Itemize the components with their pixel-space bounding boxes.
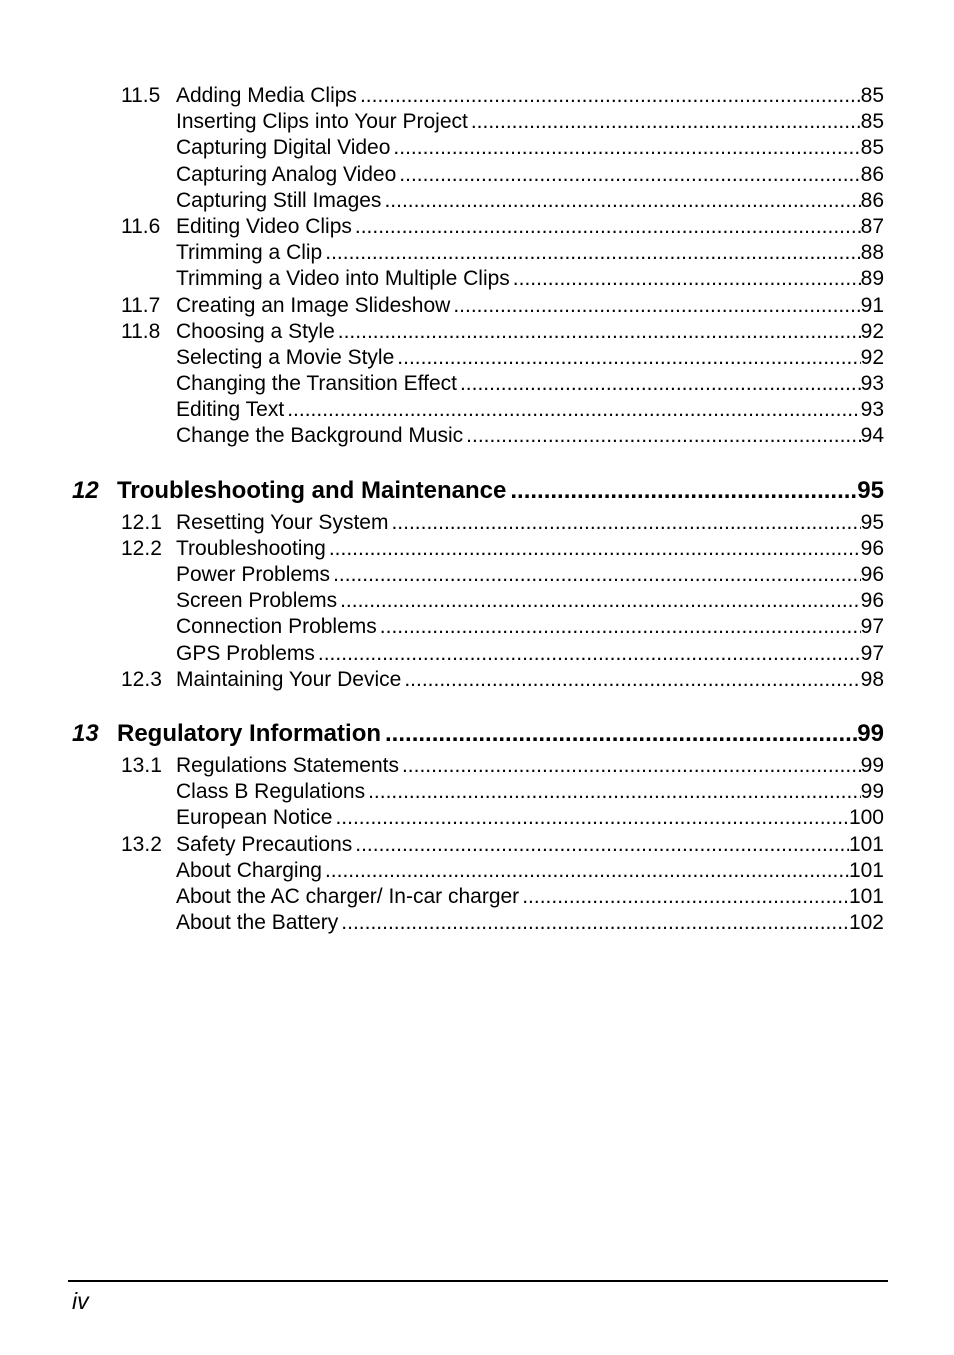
toc-leader-line <box>117 474 884 508</box>
toc-leader-line <box>176 667 884 693</box>
toc-page-number: 98 <box>860 667 884 691</box>
toc-subsection-entry[interactable] <box>0 266 954 292</box>
toc-page-number: 93 <box>860 372 884 396</box>
toc-subsection-entry[interactable] <box>0 641 954 667</box>
dot-leader <box>315 641 861 667</box>
toc-leader-line <box>176 109 884 135</box>
toc-leader-line <box>176 135 884 161</box>
toc-page-number: 96 <box>860 589 884 613</box>
dot-leader <box>396 162 860 188</box>
toc-leader-line <box>176 240 884 266</box>
toc-page-number: 95 <box>860 510 884 534</box>
toc-leader-line <box>176 832 884 858</box>
section-number: 11.8 <box>121 319 161 343</box>
toc-section-entry[interactable] <box>0 832 954 858</box>
toc-subsection-entry[interactable] <box>0 805 954 831</box>
toc-entry-title: Capturing Still Images <box>176 188 382 212</box>
toc-leader-line <box>176 319 884 345</box>
toc-page-number: 94 <box>860 424 884 448</box>
toc-entry-title: About the Battery <box>176 911 339 935</box>
toc-section-entry[interactable] <box>0 667 954 693</box>
table-of-contents <box>0 83 954 936</box>
toc-subsection-entry[interactable] <box>0 562 954 588</box>
dot-leader <box>352 214 861 240</box>
toc-page-number: 91 <box>860 293 884 317</box>
section-number: 13.2 <box>121 832 162 856</box>
toc-entry-title: Creating an Image Slideshow <box>176 293 451 317</box>
section-number: 13.1 <box>121 753 162 777</box>
toc-entry-title: Resetting Your System <box>176 510 389 534</box>
toc-subsection-entry[interactable] <box>0 423 954 449</box>
toc-subsection-entry[interactable] <box>0 779 954 805</box>
toc-entry-title: Trimming a Video into Multiple Clips <box>176 267 510 291</box>
dot-leader <box>332 805 849 831</box>
dot-leader <box>322 240 860 266</box>
section-number: 12.3 <box>121 667 162 691</box>
toc-section-entry[interactable] <box>0 293 954 319</box>
toc-leader-line <box>176 588 884 614</box>
toc-leader-line <box>176 162 884 188</box>
toc-subsection-entry[interactable] <box>0 345 954 371</box>
dot-leader <box>390 135 860 161</box>
toc-page-number: 99 <box>860 753 884 777</box>
dot-leader <box>388 510 860 536</box>
toc-entry-title: Regulatory Information <box>117 719 382 747</box>
dot-leader <box>322 858 849 884</box>
toc-leader-line <box>176 910 884 936</box>
toc-section-entry[interactable] <box>0 83 954 109</box>
dot-leader <box>463 423 860 449</box>
toc-page-number: 95 <box>857 476 884 504</box>
toc-leader-line <box>176 805 884 831</box>
toc-leader-line <box>176 753 884 779</box>
toc-page-number: 85 <box>860 136 884 160</box>
toc-entry-title: About Charging <box>176 858 322 882</box>
chapter-number: 13 <box>72 719 99 747</box>
toc-subsection-entry[interactable] <box>0 858 954 884</box>
dot-leader <box>510 266 861 292</box>
toc-page-number: 96 <box>860 563 884 586</box>
toc-entry-title: Capturing Digital Video <box>176 136 391 160</box>
toc-section-entry[interactable] <box>0 510 954 536</box>
toc-entry-title: About the AC charger/ In-car charger <box>176 884 520 908</box>
toc-page-number: 92 <box>860 319 884 343</box>
toc-entry-title: Change the Background Music <box>176 424 464 448</box>
dot-leader <box>450 293 860 319</box>
toc-entry-title: Screen Problems <box>176 589 338 613</box>
toc-entry-title: Regulations Statements <box>176 753 399 777</box>
dot-leader <box>399 753 861 779</box>
section-number: 11.6 <box>121 214 161 238</box>
footer-rule <box>68 1280 888 1282</box>
section-number: 11.7 <box>121 293 161 317</box>
toc-entry-title: Class B Regulations <box>176 780 366 804</box>
toc-subsection-entry[interactable] <box>0 884 954 910</box>
toc-leader-line <box>176 371 884 397</box>
toc-page-number: 101 <box>848 858 884 882</box>
toc-leader-line <box>176 293 884 319</box>
section-number: 12.1 <box>121 510 162 534</box>
dot-leader <box>401 667 860 693</box>
toc-subsection-entry[interactable] <box>0 188 954 214</box>
toc-leader-line <box>176 858 884 884</box>
toc-leader-line <box>176 214 884 240</box>
toc-entry-title: Safety Precautions <box>176 832 353 856</box>
toc-leader-line <box>176 536 884 562</box>
dot-leader <box>357 83 861 109</box>
dot-leader <box>330 562 861 588</box>
toc-page-number: 88 <box>860 241 884 265</box>
dot-leader <box>284 397 860 423</box>
dot-leader <box>335 319 861 345</box>
toc-subsection-entry[interactable] <box>0 588 954 614</box>
toc-entry-title: European Notice <box>176 806 333 830</box>
toc-leader-line <box>176 188 884 214</box>
toc-subsection-entry[interactable] <box>0 162 954 188</box>
toc-entry-title: Troubleshooting and Maintenance <box>117 476 507 504</box>
toc-entry-title: Selecting a Movie Style <box>176 345 395 369</box>
toc-entry-title: Connection Problems <box>176 615 377 639</box>
page-number: iv <box>72 1288 89 1314</box>
toc-entry-title: GPS Problems <box>176 641 315 665</box>
toc-subsection-entry[interactable] <box>0 371 954 397</box>
toc-page-number: 93 <box>860 398 884 422</box>
toc-page-number: 97 <box>860 615 884 639</box>
toc-entry-title: Choosing a Style <box>176 319 335 343</box>
toc-page-number: 101 <box>848 884 884 908</box>
toc-entry-title: Adding Media Clips <box>176 84 357 107</box>
dot-leader <box>377 614 861 640</box>
toc-page-number: 99 <box>857 719 884 747</box>
toc-page-number: 100 <box>848 806 884 830</box>
toc-leader-line <box>176 562 884 588</box>
toc-section-entry[interactable] <box>0 753 954 779</box>
toc-leader-line <box>176 614 884 640</box>
toc-page-number: 102 <box>848 911 884 935</box>
toc-leader-line <box>176 510 884 536</box>
toc-leader-line <box>176 779 884 805</box>
toc-leader-line <box>176 423 884 449</box>
toc-page-number: 96 <box>860 536 884 560</box>
toc-entry-title: Trimming a Clip <box>176 241 323 265</box>
toc-entry-title: Capturing Analog Video <box>176 162 397 186</box>
toc-leader-line <box>176 345 884 371</box>
toc-chapter-entry[interactable] <box>0 717 954 751</box>
toc-leader-line <box>117 717 884 751</box>
toc-page-number: 101 <box>848 832 884 856</box>
toc-subsection-entry[interactable] <box>0 109 954 135</box>
dot-leader <box>457 371 861 397</box>
toc-page-number: 92 <box>860 345 884 369</box>
section-number: 12.2 <box>121 536 162 560</box>
toc-page-number: 87 <box>860 214 884 238</box>
toc-entry-title: Power Problems <box>176 563 331 586</box>
toc-leader-line <box>176 397 884 423</box>
dot-leader <box>338 910 849 936</box>
dot-leader <box>519 884 849 910</box>
toc-subsection-entry[interactable] <box>0 910 954 936</box>
toc-page-number: 89 <box>860 267 884 291</box>
toc-section-entry[interactable] <box>0 536 954 562</box>
toc-subsection-entry[interactable] <box>0 614 954 640</box>
toc-section-entry[interactable] <box>0 214 954 240</box>
toc-page-number: 85 <box>860 84 884 107</box>
dot-leader <box>381 188 860 214</box>
chapter-number: 12 <box>72 476 99 504</box>
dot-leader <box>506 474 857 508</box>
toc-subsection-entry[interactable] <box>0 135 954 161</box>
dot-leader <box>326 536 861 562</box>
toc-page-number: 99 <box>860 780 884 804</box>
dot-leader <box>468 109 861 135</box>
dot-leader <box>365 779 861 805</box>
toc-section-entry[interactable] <box>0 319 954 345</box>
toc-subsection-entry[interactable] <box>0 240 954 266</box>
toc-entry-title: Editing Text <box>176 398 285 422</box>
dot-leader <box>352 832 849 858</box>
section-number: 11.5 <box>121 84 161 107</box>
toc-entry-title: Inserting Clips into Your Project <box>176 110 468 134</box>
toc-chapter-entry[interactable] <box>0 474 954 508</box>
toc-entry-title: Maintaining Your Device <box>176 667 402 691</box>
toc-leader-line <box>176 266 884 292</box>
toc-entry-title: Changing the Transition Effect <box>176 372 457 396</box>
toc-page-number: 86 <box>860 188 884 212</box>
toc-leader-line <box>176 884 884 910</box>
toc-leader-line <box>176 83 884 109</box>
toc-leader-line <box>176 641 884 667</box>
toc-entry-title: Troubleshooting <box>176 536 326 560</box>
dot-leader <box>337 588 861 614</box>
toc-subsection-entry[interactable] <box>0 397 954 423</box>
toc-page-number: 97 <box>860 641 884 665</box>
toc-page-number: 85 <box>860 110 884 134</box>
toc-page-number: 86 <box>860 162 884 186</box>
dot-leader <box>394 345 860 371</box>
toc-entry-title: Editing Video Clips <box>176 214 352 238</box>
dot-leader <box>381 717 857 751</box>
